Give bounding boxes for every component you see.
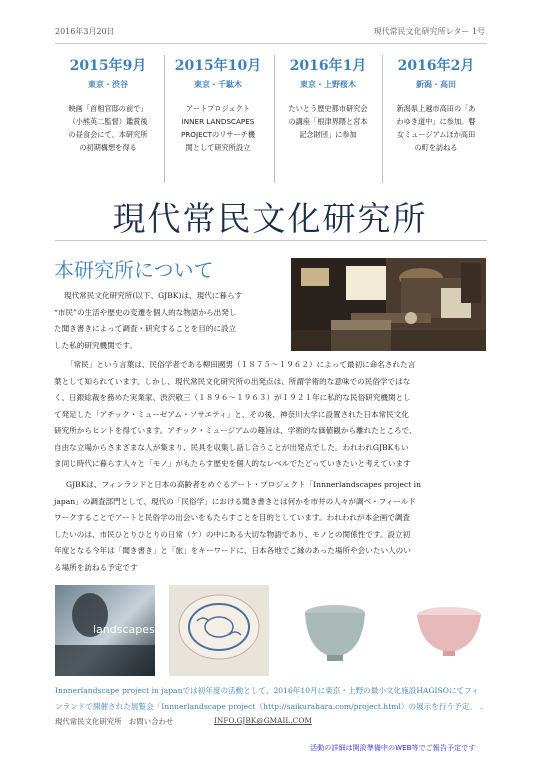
paragraph-line: 自由な立場からさまざまな人が集まり、民具を収集し話し合うことが出発点でした。われわれGJBKもい <box>54 442 409 452</box>
paragraph-line: japan」の調査部門として、現代の「民俗学」における聞き書きとは何かを市井の人々が調べ・フィールド <box>54 496 416 506</box>
timeline-desc-line: の昼食会にて、本研究所 <box>68 130 148 139</box>
main-title: 現代常民文化研究所 <box>112 199 428 238</box>
timeline-desc-line: 記念財団」に参加 <box>299 130 357 139</box>
timeline-desc-line: 映画「首相官邸の前で」 <box>68 104 148 113</box>
pink-bowl-photo <box>399 585 499 676</box>
timeline-place: 新潟・高田 <box>416 79 456 89</box>
announcement-line: ンランドで開催された展覧会「Innnerlandscape project（http://saikurahara.com/project.html）の展示を行う予定。 . <box>55 701 484 711</box>
timeline-item-1 <box>54 58 162 154</box>
timeline-year: 2015年9月 <box>69 58 147 74</box>
timeline-item-3 <box>274 58 382 141</box>
timeline-desc <box>382 102 490 154</box>
paragraph-line: 研究所からヒントを得ています。アチック・ミュージアムの趣旨は、学術的な価値観から離れたところで、 <box>54 426 417 435</box>
room-illustration <box>291 258 486 351</box>
celadon-bowl-illustration <box>285 585 385 676</box>
body-paragraph-2 <box>54 357 488 473</box>
timeline-desc-line: INNER LANDSCAPES <box>181 117 255 126</box>
paragraph-line: る場所を訪ねる予定です <box>54 562 138 572</box>
pink-bowl-illustration <box>399 585 499 676</box>
paragraph-line: た聞き書きによって調査・研究することを目的に設立 <box>54 324 237 333</box>
intro-paragraph <box>54 288 282 354</box>
contact-email-link[interactable]: INFO.GJBK@GMAIL.COM <box>214 716 312 725</box>
timeline-desc-line: アートプロジェクト <box>185 104 251 113</box>
timeline-desc-line: 女ミュージアムほか高田 <box>396 130 476 139</box>
section-title: 本研究所について <box>54 258 214 282</box>
announcement-line: Innnerlandscape project in japanでは初年度の活動として、2016年10月に東京・上野の最小文化施設HAGISOにてフィ <box>55 686 479 695</box>
paragraph-line: 葉として知られています。しかし、現代常民文化研究所の出発点は、所謂学術的な意味での民俗学ではな <box>54 376 411 386</box>
paragraph-line: て発足した「アチック・ミューゼアム・ソサエティ」と、その後、神奈川大学に設置された日本常民文化 <box>54 409 409 419</box>
bowl-illustration <box>169 585 269 676</box>
timeline-desc-line: の初期構想を得る <box>79 143 137 152</box>
timeline-desc-line: の講座「根津界隈と宮本 <box>288 117 368 126</box>
landscapes-poster-photo <box>55 585 155 676</box>
timeline-desc-line: 関として研究所設立 <box>185 143 251 152</box>
study-room-photo <box>291 258 486 351</box>
title-divider <box>55 240 487 241</box>
letter-name: 現代常民文化研究所レター 1号 <box>373 27 485 36</box>
timeline-year: 2016年2月 <box>397 58 475 74</box>
celadon-bowl-photo <box>285 585 385 676</box>
paragraph-line: 現代常民文化研究所(以下、GJBK)は、現代に暮らす <box>64 291 243 300</box>
paragraph-line: ま同じ時代に暮らす人々と「モノ」がもたらす歴史を個人的なレベルでたどっていきたいと考えています <box>54 459 411 468</box>
timeline-desc-line: たいとう歴史都市研究会 <box>288 104 368 113</box>
poster-text: landscapes <box>93 623 155 636</box>
timeline-place: 東京・千駄木 <box>194 79 242 89</box>
paragraph-line: GJBKは、フィンランドと日本の高齢者をめぐるアート・プロジェクト「Innnerlandscapes project in <box>66 480 421 489</box>
timeline-year: 2015年10月 <box>174 58 262 74</box>
timeline-desc-line: わゆき道中」に参加。瞽 <box>396 117 476 126</box>
timeline-desc <box>54 102 162 154</box>
timeline-year: 2016年1月 <box>289 58 367 74</box>
timeline-item-2 <box>164 58 272 154</box>
paragraph-line: く、日銀総裁を務めた実業家、渋沢敬三（１８９６～１９６３）が１９２１年に私的な民俗研究機関とし <box>54 393 411 402</box>
paragraph-line: ワークすることでアートと民俗学の出会いをもたらすことを目的としています。われわれが本企画で調査 <box>54 513 411 522</box>
body-paragraph-3 <box>54 477 488 576</box>
header-date: 2016年3月20日 <box>55 27 115 36</box>
notice-text: 活動の詳細は開設準備中のWEB等でご報告予定です <box>310 743 476 752</box>
paragraph-line: “市民”の生活や歴史の変遷を個人的な物語から出発し <box>54 307 237 317</box>
paragraph-line: 「常民」という言葉は、民俗学者である柳田國男（１８７５～１９６２）によって最初に命名された言 <box>66 360 416 369</box>
timeline-desc-line: の町を訪ねる <box>414 143 458 152</box>
timeline-desc <box>274 102 382 141</box>
project-announcement <box>55 683 495 714</box>
timeline-item-4 <box>382 58 490 154</box>
blue-white-bowl-photo <box>169 585 269 676</box>
timeline-desc-line: 新潟県上越市高田の「あ <box>396 104 476 113</box>
timeline-desc <box>164 102 272 154</box>
paragraph-line: 年度となる今年は「聞き書き」と「旅」をキーワードに、日本各地でご縁のあった場所や会いたい人のい <box>54 546 411 555</box>
timeline-place: 東京・上野桜木 <box>300 79 356 89</box>
paragraph-line: した私的研究機関です。 <box>54 340 137 350</box>
header-divider <box>55 43 487 44</box>
timeline-desc-line: （小熊英二監督）鑑賞後 <box>68 117 148 126</box>
contact-label: 現代常民文化研究所 お問い合わせ <box>55 717 174 726</box>
timeline-place: 東京・渋谷 <box>88 79 128 89</box>
paragraph-line: したいのは、市民ひとりひとりの日常（ケ）の中にある大切な物語であり、モノとの関係性です。設立初 <box>54 529 411 539</box>
timeline-desc-line: PROJECTのリサーチ機 <box>180 130 256 139</box>
